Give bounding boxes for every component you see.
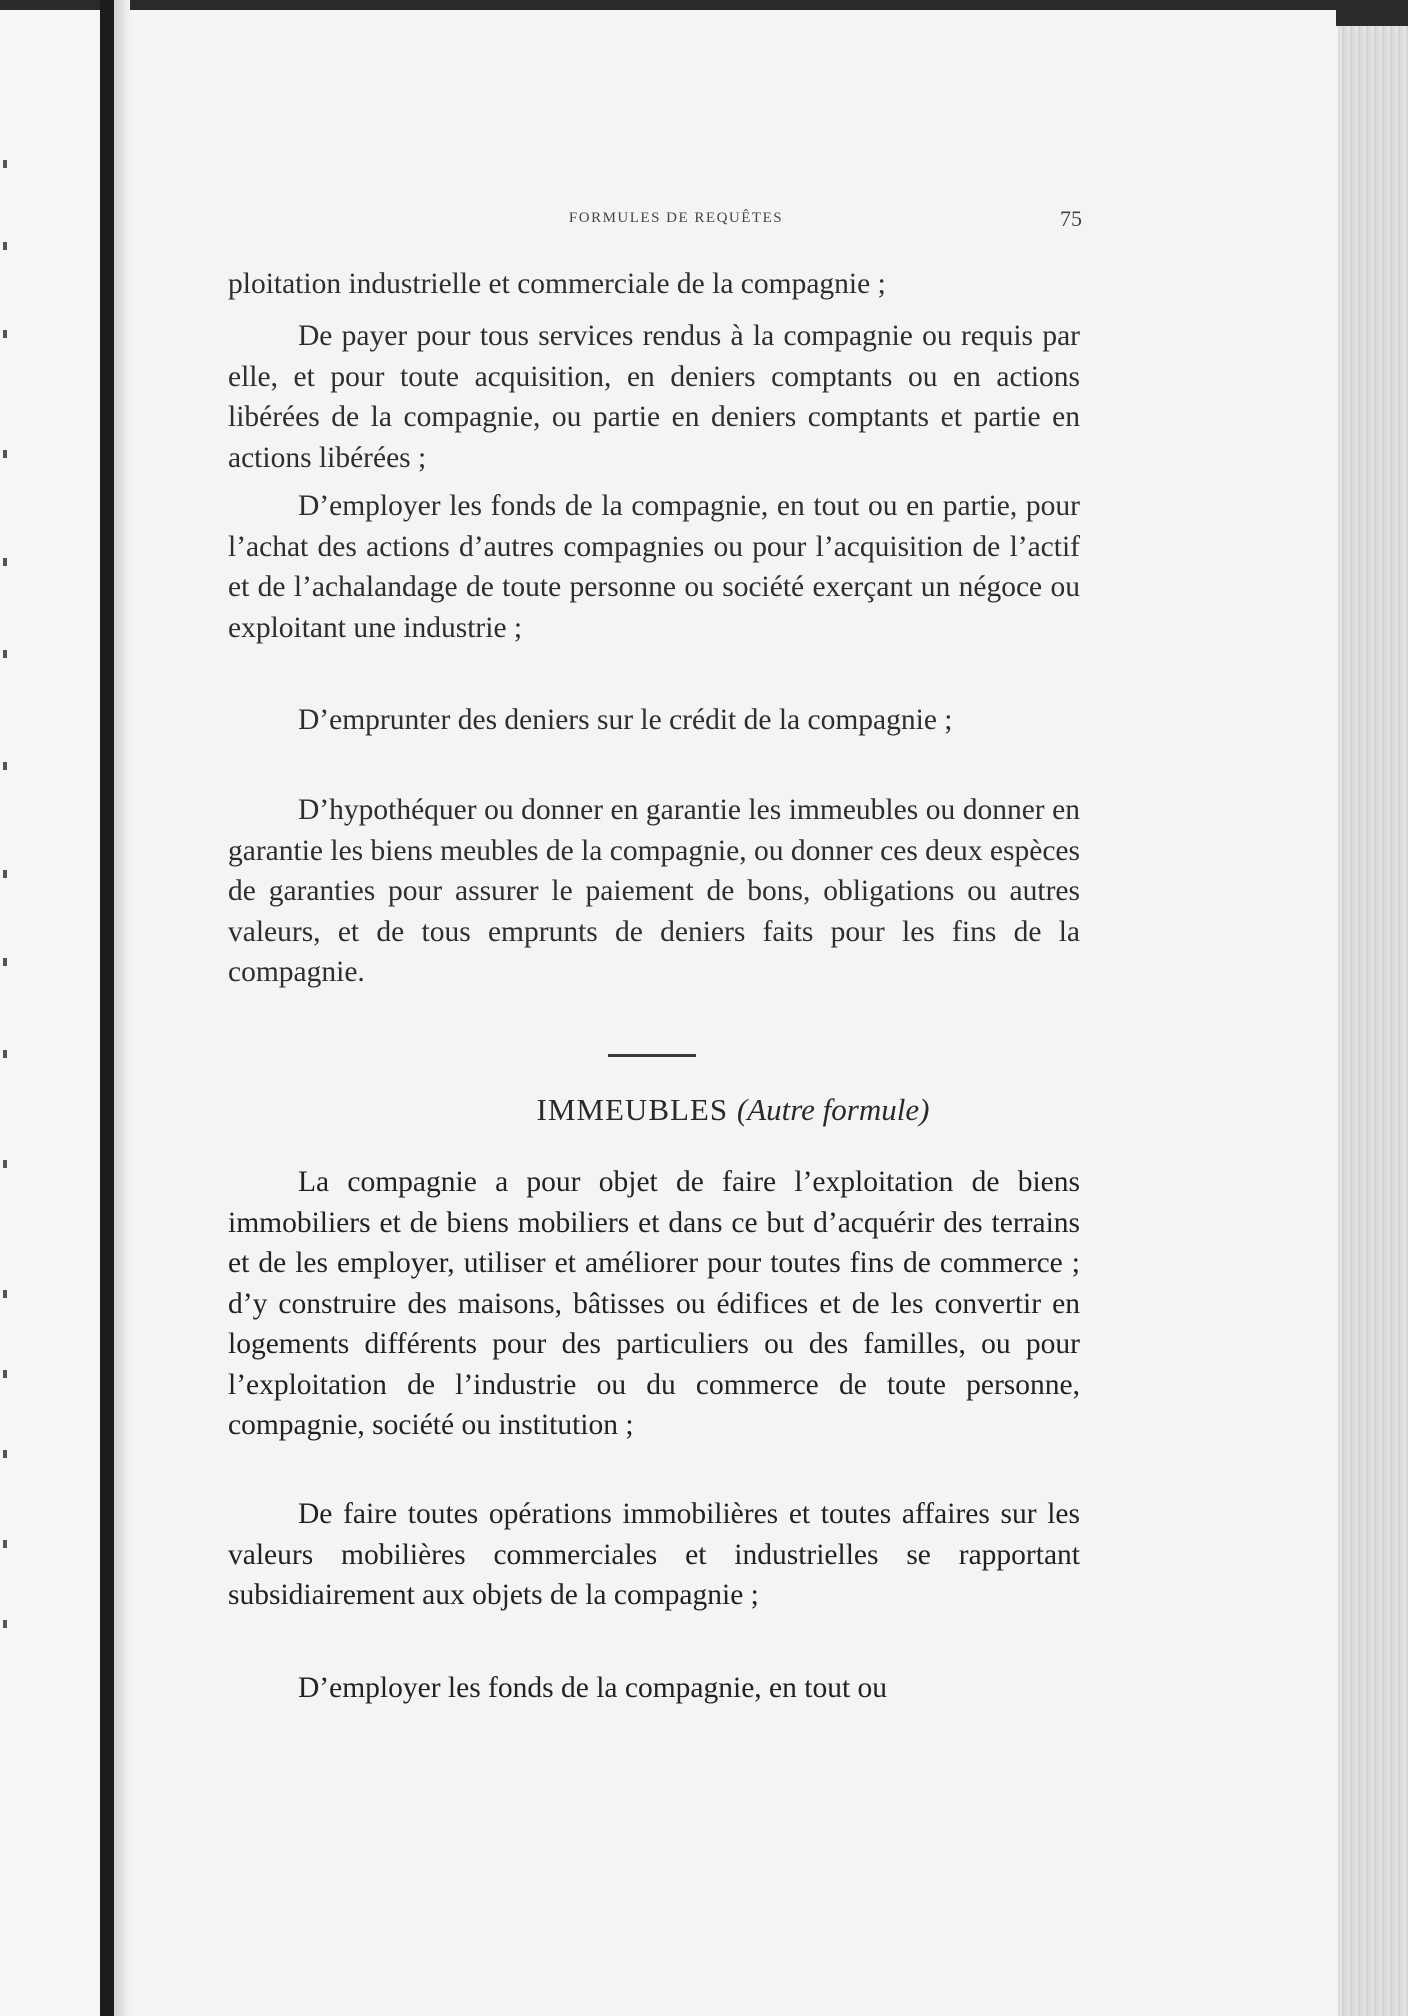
spine-shadow: [114, 0, 130, 2016]
section-divider: [608, 1054, 696, 1057]
paragraph-immeubles-objet: La compagnie a pour objet de faire l’exploitation de biens immobiliers et de biens mobiliers et dans ce but d’acquérir des terrains et de les employer, utiliser et améliorer pour toutes fins de commerce ; d’y construire des maisons, bâtisses ou édifices et de les convertir en logements différents pour des particuliers ou des familles, ou pour l’exploitation de l’industrie ou du commerce de toute personne, compagnie, société ou institution ;: [228, 1166, 1080, 1441]
paragraph-employer-fonds-2: D’employer les fonds de la compagnie, en tout ou: [298, 1672, 888, 1704]
book-spine: [100, 0, 114, 2016]
previous-page-text-marks: [0, 10, 10, 2016]
paragraph-employer-fonds: D’employer les fonds de la compagnie, en tout ou en partie, pour l’achat des actions d’autres compagnies ou pour l’acquisition de l’actif et de l’achalandage de toute personne ou société exerçant un négoce ou exploitant une industrie ;: [228, 490, 1080, 644]
section-heading: [130, 1092, 1336, 1128]
scan-corner: [1336, 0, 1408, 26]
section-title: IMMEUBLES: [536, 1092, 729, 1127]
paragraph-emprunter: D’emprunter des deniers sur le crédit de la compagnie ;: [298, 704, 953, 736]
section-subtitle: (Autre formule): [736, 1092, 930, 1127]
page-stack-edge: [1338, 0, 1408, 2016]
paragraph-operations-immobilieres: De faire toutes opérations immobilières et toutes affaires sur les valeurs mobilières commerciales et industrielles se rapportant subsidiairement aux objets de la compagnie ;: [228, 1498, 1080, 1611]
scan-top-border: [0, 0, 1408, 10]
paragraph-continuation: ploitation industrielle et commerciale de la compagnie ;: [228, 268, 886, 300]
previous-page-edge: [0, 10, 100, 2016]
book-page: [130, 10, 1336, 2016]
page-number: 75: [1060, 206, 1082, 231]
paragraph-hypothequer: D’hypothéquer ou donner en garantie les immeubles ou donner en garantie les biens meubles de la compagnie, ou donner ces deux espèces de garanties pour assurer le paiement de bons, obligations ou autres valeurs, et de tous emprunts de deniers faits pour les fins de la compagnie.: [228, 794, 1080, 988]
running-head-title: FORMULES DE REQUÊTES: [568, 210, 784, 226]
running-head: [130, 206, 1336, 240]
paragraph-payer: De payer pour tous services rendus à la compagnie ou requis par elle, et pour toute acquisition, en deniers comptants ou en actions libérées de la compagnie, ou partie en deniers comptants et partie en actions libérées ;: [228, 320, 1080, 474]
